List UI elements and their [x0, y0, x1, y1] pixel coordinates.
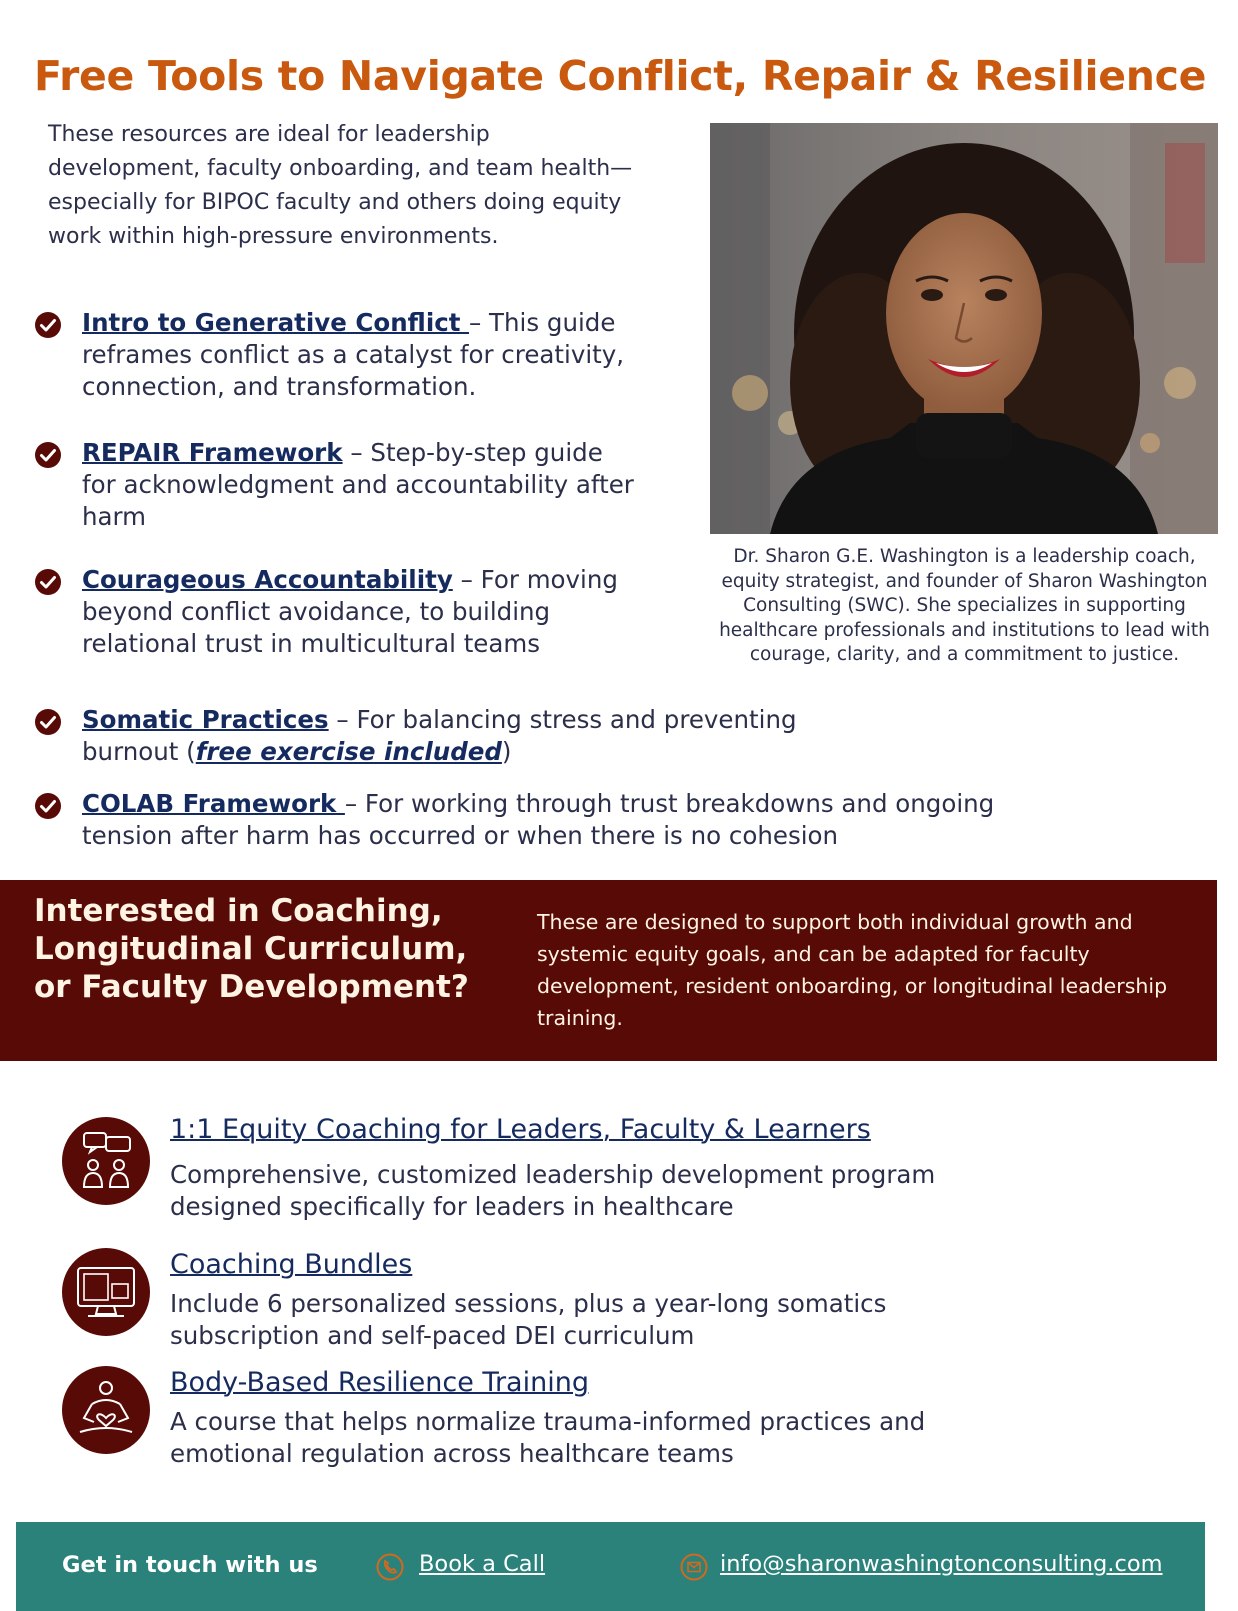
resource-link-repair-framework[interactable]: REPAIR Framework — [82, 438, 343, 467]
book-call-link[interactable]: Book a Call — [419, 1551, 546, 1577]
resource-description: – For balancing stress and preventing burnout — [82, 705, 797, 766]
service-link-coaching-bundles[interactable]: Coaching Bundles — [170, 1249, 413, 1280]
service-link-equity-coaching[interactable]: 1:1 Equity Coaching for Leaders, Faculty & Learners — [170, 1114, 871, 1145]
resource-link-courageous-accountability[interactable]: Courageous Accountability — [82, 565, 453, 594]
phone-icon — [376, 1553, 404, 1581]
check-circle-icon — [34, 441, 62, 469]
page-title: Free Tools to Navigate Conflict, Repair & Resilience — [34, 52, 1207, 100]
resource-description: – For working through trust breakdowns and ongoing tension after harm has occurred or when there is no cohesion — [82, 789, 995, 850]
contact-footer — [16, 1522, 1205, 1611]
resource-description: – Step-by-step guide for acknowledgment and accountability after harm — [82, 438, 634, 531]
service-link-body-based-resilience[interactable]: Body-Based Resilience Training — [170, 1367, 589, 1398]
portrait-photo — [710, 123, 1218, 534]
service-description: Include 6 personalized sessions, plus a year-long somatics subscription and self-paced DEI curriculum — [170, 1289, 887, 1350]
banner-text: These are designed to support both individual growth and systemic equity goals, and can be adapted for faculty development, resident onboarding, or longitudinal leadership training. — [537, 910, 1168, 1030]
check-circle-icon — [34, 568, 62, 596]
resource-description: – This guide reframes conflict as a catalyst for creativity, connection, and transformation. — [82, 308, 625, 401]
meditation-heart-icon — [62, 1366, 150, 1454]
intro-paragraph: These resources are ideal for leadership development, faculty onboarding, and team health—especially for BIPOC faculty and others doing equity work within high-pressure environments. — [48, 122, 633, 249]
service-description: A course that helps normalize trauma-informed practices and emotional regulation across healthcare teams — [170, 1407, 926, 1468]
resource-link-somatic-practices[interactable]: Somatic Practices — [82, 705, 329, 734]
free-exercise-link[interactable]: free exercise included — [195, 737, 502, 766]
email-link[interactable]: info@sharonwashingtonconsulting.com — [720, 1551, 1163, 1577]
paren-open: ( — [186, 737, 196, 766]
coaching-banner — [0, 880, 1217, 1061]
resource-link-colab-framework[interactable]: COLAB Framework — [82, 789, 345, 818]
check-circle-icon — [34, 792, 62, 820]
email-icon — [680, 1553, 708, 1581]
banner-heading: Interested in Coaching, Longitudinal Curriculum, or Faculty Development? — [34, 893, 469, 1005]
service-description: Comprehensive, customized leadership development program designed specifically for leaders in healthcare — [170, 1160, 936, 1221]
check-circle-icon — [34, 311, 62, 339]
check-circle-icon — [34, 708, 62, 736]
footer-label: Get in touch with us — [62, 1552, 318, 1578]
coaching-conversation-icon — [62, 1117, 150, 1205]
resource-link-generative-conflict[interactable]: Intro to Generative Conflict — [82, 308, 469, 337]
computer-screen-icon — [62, 1248, 150, 1336]
paren-close: ) — [501, 737, 512, 766]
resource-description: – For moving beyond conflict avoidance, to building relational trust in multicultural teams — [82, 565, 618, 658]
photo-caption: Dr. Sharon G.E. Washington is a leadership coach, equity strategist, and founder of Sharon Washington Consulting (SWC). She specializes in supporting healthcare professionals and institutions to lead with courage, clarity, and a commitment to justice. — [719, 546, 1210, 665]
